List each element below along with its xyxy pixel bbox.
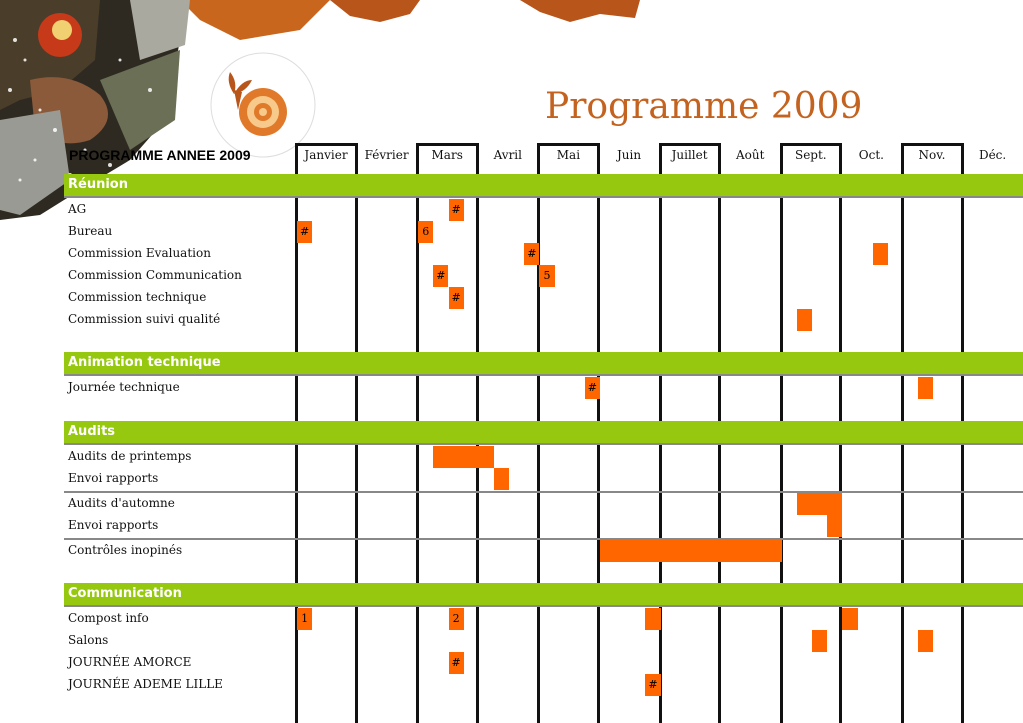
row-label: Bureau <box>68 224 113 238</box>
row-divider <box>64 491 1023 493</box>
schedule-mark <box>433 446 494 468</box>
month-header: Sept. <box>794 148 827 162</box>
page-title: Programme 2009 <box>545 86 863 127</box>
schedule-mark <box>918 377 933 399</box>
section-header: Communication <box>64 583 1023 605</box>
month-border-top <box>537 143 598 146</box>
section-divider <box>64 374 1023 376</box>
month-header: Janvier <box>304 148 348 162</box>
section-header: Audits <box>64 421 1023 443</box>
month-header: Mai <box>556 148 581 162</box>
schedule-mark: # <box>449 199 464 221</box>
month-header: Mars <box>431 148 463 162</box>
month-header: Février <box>364 148 409 162</box>
section-header: Réunion <box>64 174 1023 196</box>
schedule-mark: # <box>449 652 464 674</box>
month-header: Août <box>735 148 765 162</box>
row-label: Commission suivi qualité <box>68 312 221 326</box>
schedule-mark <box>918 630 933 652</box>
month-header: Juin <box>616 148 642 162</box>
row-label: JOURNÉE AMORCE <box>68 655 192 669</box>
row-label: Commission Evaluation <box>68 246 211 260</box>
schedule-mark <box>600 540 782 562</box>
row-label: Salons <box>68 633 109 647</box>
month-border-top <box>416 143 477 146</box>
row-label: Commission Communication <box>68 268 242 282</box>
schedule-mark <box>873 243 888 265</box>
schedule-mark: # <box>585 377 600 399</box>
schedule-mark: 2 <box>449 608 464 630</box>
month-header: Déc. <box>978 148 1007 162</box>
schedule-mark <box>797 309 812 331</box>
schedule-mark: 5 <box>539 265 554 287</box>
month-border-top <box>659 143 720 146</box>
schedule-mark <box>812 630 827 652</box>
schedule-mark <box>827 515 842 537</box>
schedule-mark: # <box>449 287 464 309</box>
month-border-top <box>901 143 962 146</box>
schedule-mark: # <box>524 243 539 265</box>
row-label: Audits d'automne <box>68 496 175 510</box>
month-header: Oct. <box>858 148 884 162</box>
month-header: Avril <box>493 148 522 162</box>
row-label: Journée technique <box>68 380 180 394</box>
row-label: AG <box>68 202 87 216</box>
schedule-mark: 6 <box>418 221 433 243</box>
month-border-top <box>295 143 356 146</box>
month-border-top <box>780 143 841 146</box>
schedule-mark: # <box>433 265 448 287</box>
row-label: Contrôles inopinés <box>68 543 183 557</box>
month-header: Juillet <box>671 148 708 162</box>
section-header: Animation technique <box>64 352 1023 374</box>
schedule-mark: 1 <box>297 608 312 630</box>
schedule-mark <box>842 608 857 630</box>
schedule-mark <box>494 468 509 490</box>
row-label: Envoi rapports <box>68 518 159 532</box>
section-divider <box>64 443 1023 445</box>
row-label: Envoi rapports <box>68 471 159 485</box>
section-divider <box>64 196 1023 198</box>
schedule-mark: # <box>297 221 312 243</box>
schedule-mark <box>797 493 842 515</box>
row-divider <box>64 538 1023 540</box>
program-label: PROGRAMME ANNEE 2009 <box>69 147 251 163</box>
section-divider <box>64 605 1023 607</box>
schedule-mark <box>645 608 660 630</box>
row-label: Compost info <box>68 611 149 625</box>
schedule-mark: # <box>645 674 660 696</box>
month-header: Nov. <box>918 148 946 162</box>
row-label: Commission technique <box>68 290 207 304</box>
row-label: JOURNÉE ADEME LILLE <box>68 677 223 691</box>
row-label: Audits de printemps <box>68 449 192 463</box>
